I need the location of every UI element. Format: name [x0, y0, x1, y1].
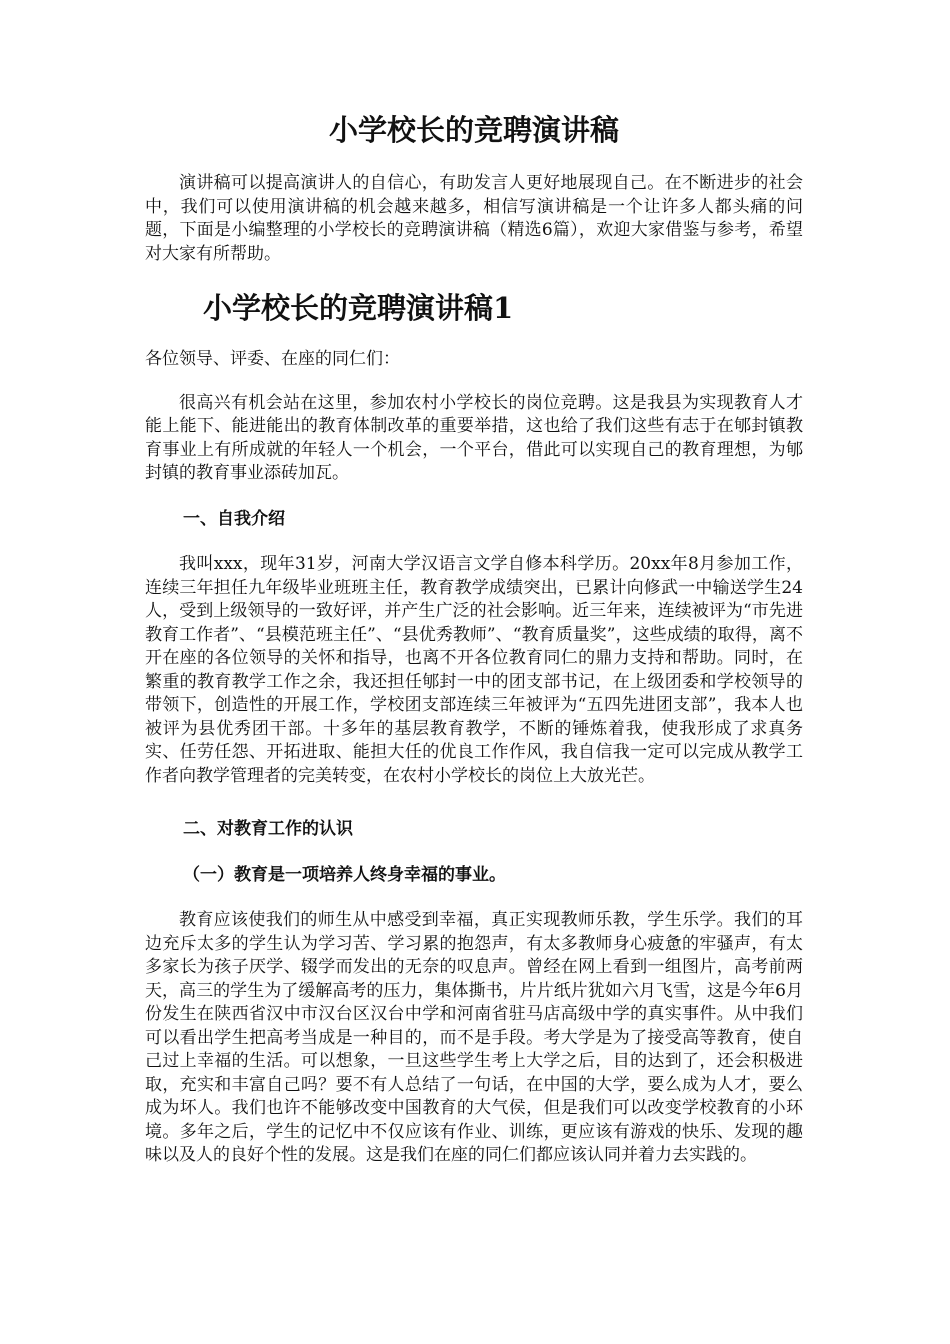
- intro-paragraph: 演讲稿可以提高演讲人的自信心，有助发言人更好地展现自己。在不断进步的社会中，我们可以使用演讲稿的机会越来越多，相信写演讲稿是一个让许多人都头痛的问题，下面是小编整理的小学校长的竞聘演讲稿（精选6篇），欢迎大家借鉴与参考，希望对大家有所帮助。: [145, 173, 803, 264]
- subheading-education-happiness: （一）教育是一项培养人终身幸福的事业。: [183, 864, 506, 885]
- document-page: [145, 110, 803, 1168]
- heading-education-view: 二、对教育工作的认识: [183, 819, 353, 839]
- body-paragraph-1: 很高兴有机会站在这里，参加农村小学校长的岗位竞聘。这是我县为实现教育人才能上能下、能进能出的教育体制改革的重要举措，这也给了我们这些有志于在郇封镇教育事业上有所成就的年轻人一个机会，一个平台，借此可以实现自己的教育理想，为郇封镇的教育事业添砖加瓦。: [145, 392, 803, 483]
- body-paragraph-2: 我叫xxx，现年31岁，河南大学汉语言文学自修本科学历。20xx年8月参加工作，连续三年担任九年级毕业班班主任，教育教学成绩突出，已累计向修武一中输送学生24人，受到上级领导的一致好评，并产生广泛的社会影响。近三年来，连续被评为“市先进教育工作者”、“县模范班主任”、“县优秀教师”、“教育质量奖”，这些成绩的取得，离不开在座的各位领导的关怀和指导，也离不开各位教育同仁的鼎力支持和帮助。同时，在繁重的教育教学工作之余，我还担任郇封一中的团支部书记，在上级团委和学校领导的带领下，创造性的开展工作，学校团支部连续三年被评为“五四先进团支部”，我本人也被评为县优秀团干部。十多年的基层教育教学，不断的锤炼着我，使我形成了求真务实、任劳任怨、开拓进取、能担大任的优良工作作风，我自信我一定可以完成从教学工作者向教学管理者的完美转变，在农村小学校长的岗位上大放光芒。: [145, 554, 803, 786]
- body-paragraph-3: 教育应该使我们的师生从中感受到幸福，真正实现教师乐教，学生乐学。我们的耳边充斥太多的学生认为学习苦、学习累的抱怨声，有太多教师身心疲惫的牢骚声，有太多家长为孩子厌学、辍学而发出的无奈的叹息声。曾经在网上看到一组图片，高考前两天，高三的学生为了缓解高考的压力，集体撕书，片片纸片犹如六月飞雪，这是今年6月份发生在陕西省汉中市汉台区汉台中学和河南省驻马店高级中学的真实事件。从中我们可以看出学生把高考当成是一种目的，而不是手段。考大学是为了接受高等教育，使自己过上幸福的生活。可以想象，一旦这些学生考上大学之后，目的达到了，还会积极进取，充实和丰富自己吗？要不有人总结了一句话，在中国的大学，要么成为人才，要么成为坏人。我们也许不能够改变中国教育的大气侯，但是我们可以改变学校教育的小环境。多年之后，学生的记忆中不仅应该有作业、训练，更应该有游戏的快乐、发现的趣味以及人的良好个性的发展。这是我们在座的同仁们都应该认同并着力去实践的。: [145, 910, 803, 1165]
- salutation: 各位领导、评委、在座的同仁们：: [145, 349, 400, 369]
- section-title: 小学校长的竞聘演讲稿1: [203, 291, 514, 325]
- document-title: 小学校长的竞聘演讲稿: [328, 113, 619, 147]
- heading-self-intro: 一、自我介绍: [183, 508, 285, 529]
